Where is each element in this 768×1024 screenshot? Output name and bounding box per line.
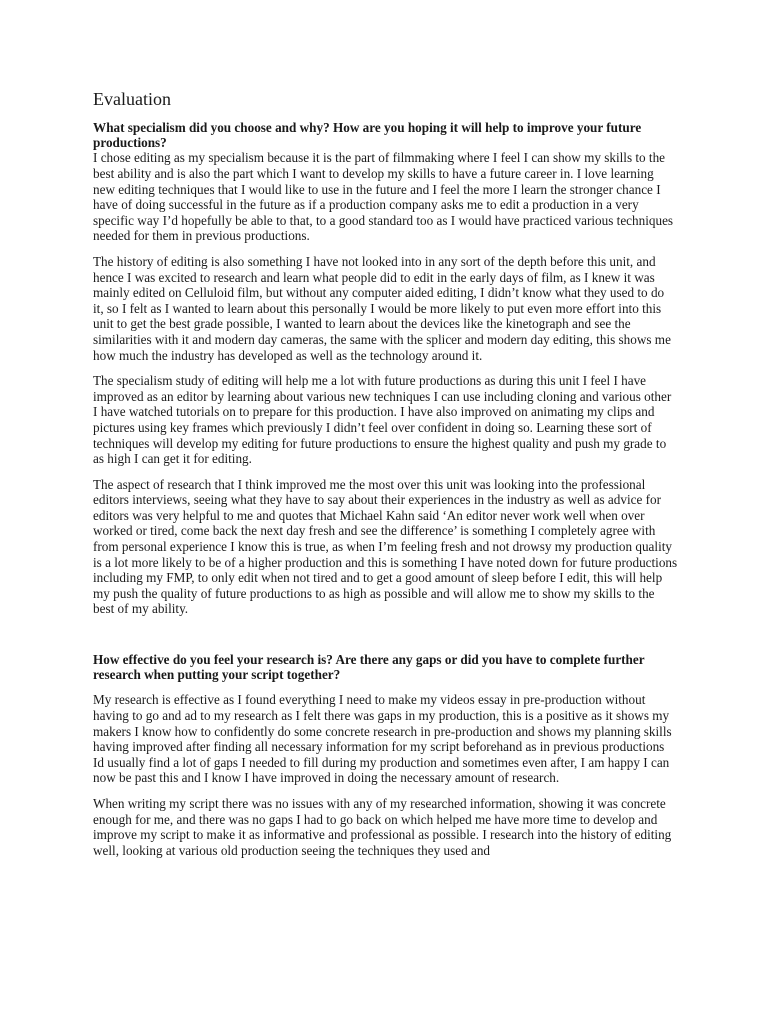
page-title: Evaluation: [93, 89, 171, 109]
paragraph-5: My research is effective as I found everything I need to make my videos essay in pre-production without having to go and ad to my research as I felt there was gaps in my production, this is a positive as it shows my makers I know how to confidently do some concrete research in pre-production and shows my planning skills having improved after finding all necessary information for my script beforehand as in previous productions Id usually find a lot of gaps I needed to fill during my production and sometimes even after, I am happy I can now be past this and I know I have improved in doing the necessary amount of research.: [93, 692, 672, 786]
question-1: What specialism did you choose and why? How are you hoping it will help to improve your future productions?: [93, 120, 642, 151]
paragraph-3: The specialism study of editing will help me a lot with future productions as during this unit I feel I have improved as an editor by learning about various new techniques I can use including cloning and various other I have watched tutorials on to prepare for this production. I have also improved on animating my clips and pictures using key frames which previously I didn’t feel over confident in doing so. Learning these sort of techniques will develop my editing for future productions to ensure the highest quality and push my grade to as high I can get it for editing.: [93, 373, 672, 467]
paragraph-4: The aspect of research that I think improved me the most over this unit was looking into the professional editors interviews, seeing what they have to say about their experiences in the industry as well as advice for editors was very helpful to me and quotes that Michael Kahn said ‘An editor never work well when over worked or tired, come back the next day fresh and see the difference’ is something I completely agree with from personal experience I know this is true, as when I’m feeling fresh and not drowsy my production quality is a lot more likely to be of a higher production and this is something I have noted down for future productions including my FMP, to only edit when not tired and to get a good amount of sleep before I edit, this will help my push the quality of future productions to as high as possible and will allow me to show my skills to the best of my ability.: [93, 476, 678, 617]
paragraph-6: When writing my script there was no issues with any of my researched information, showing it was concrete enough for me, and there was no gaps I had to go back on which helped me have more time to develop and improve my script to make it as informative and professional as possible. I research into the history of editing well, looking at various old production seeing the techniques they used and: [93, 796, 672, 858]
paragraph-1: I chose editing as my specialism because it is the part of filmmaking where I feel I can show my skills to the best ability and is also the part which I want to develop my skills to have a future career in. I love learning new editing techniques that I would like to use in the future and I feel the more I learn the stronger chance I have of doing successful in the future as if a production company asks me to edit a production in a very specific way I’d hopefully be able to that, to a good standard too as I would have practiced various techniques needed for them in previous productions.: [93, 150, 674, 244]
document-body: [93, 87, 678, 868]
question-2: How effective do you feel your research is? Are there any gaps or did you have to complete further research when putting your script together?: [93, 652, 645, 683]
section-spacer: [93, 627, 678, 652]
paragraph-2: The history of editing is also something I have not looked into in any sort of the depth before this unit, and hence I was excited to research and learn what people did to edit in the early days of film, as I knew it was mainly edited on Celluloid film, but without any computer aided editing, I didn’t know what they used to do it, so I felt as I wanted to learn about this personally I would be more likely to put even more effort into this unit to get the best grade possible, I wanted to learn about the devices like the kinetograph and see the similarities with it and modern day cameras, the same with the splicer and modern day editing, this shows me how much the industry has developed as well as the technology around it.: [93, 253, 671, 363]
